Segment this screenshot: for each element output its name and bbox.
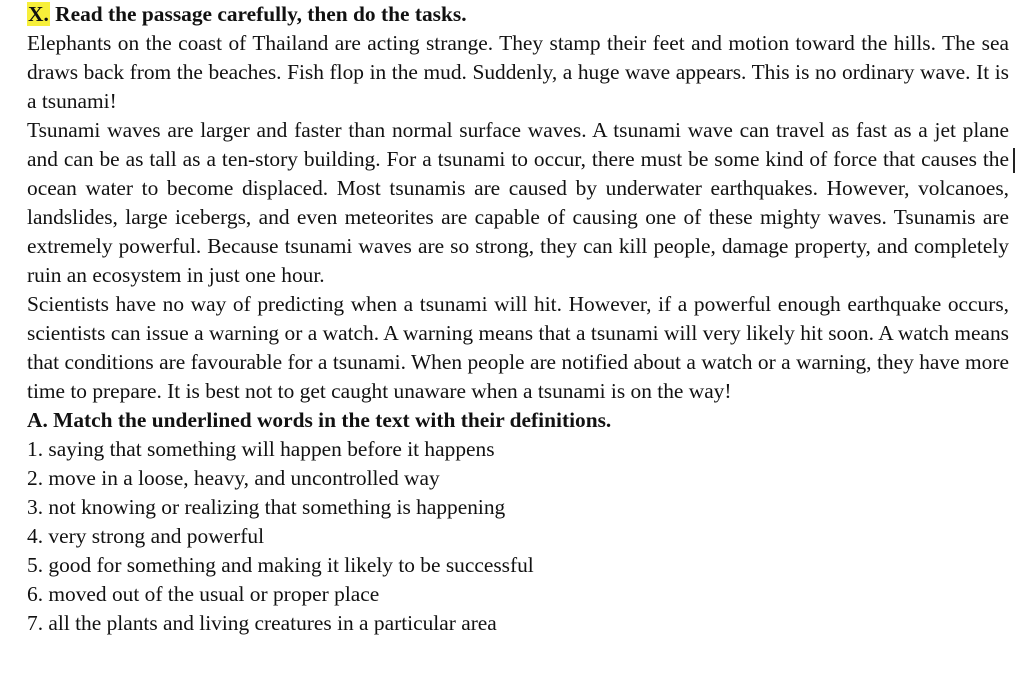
text-cursor <box>1013 148 1015 173</box>
passage-paragraph-1: Elephants on the coast of Thailand are acting strange. They stamp their feet and motion toward the hills. The sea draws back from the beaches. Fish flop in the mud. Suddenly, a huge wave appears. This is no ordinary wave. It is a tsunami! <box>27 31 1009 113</box>
passage-paragraph-3: Scientists have no way of predicting when a tsunami will hit. However, if a powerful enough earthquake occurs, scientists can issue a warning or a watch. A warning means that a tsunami will very likely hit soon. A watch means that conditions are favourable for a tsunami. When people are notified about a watch or a warning, they have more time to prepare. It is best not to get caught unaware when a tsunami is on the way! <box>27 292 1009 403</box>
definition-item-3: 3. not knowing or realizing that something is happening <box>27 495 506 519</box>
section-number: X. <box>28 2 49 26</box>
section-heading <box>27 0 1009 29</box>
task-a-title: A. Match the underlined words in the text with their definitions. <box>27 408 612 432</box>
definition-item-1: 1. saying that something will happen before it happens <box>27 437 495 461</box>
definition-list <box>27 435 1009 638</box>
reading-passage <box>27 29 1009 406</box>
passage-paragraph-2: Tsunami waves are larger and faster than normal surface waves. A tsunami wave can travel as fast as a jet plane and can be as tall as a ten-story building. For a tsunami to occur, there must be some kind of force that causes the ocean water to become displaced. Most tsunamis are caused by underwater earthquakes. However, volcanoes, landslides, large icebergs, and even meteorites are capable of causing one of these mighty waves. Tsunamis are extremely powerful. Because tsunami waves are so strong, they can kill people, damage property, and completely ruin an ecosystem in just one hour. <box>27 118 1009 287</box>
definition-item-6: 6. moved out of the usual or proper place <box>27 582 380 606</box>
definition-item-4: 4. very strong and powerful <box>27 524 265 548</box>
definition-item-7: 7. all the plants and living creatures in a particular area <box>27 611 497 635</box>
worksheet-page <box>27 0 1009 638</box>
definition-item-5: 5. good for something and making it likely to be successful <box>27 553 534 577</box>
section-instruction: Read the passage carefully, then do the tasks. <box>55 2 467 26</box>
definition-item-2: 2. move in a loose, heavy, and uncontrolled way <box>27 466 440 490</box>
